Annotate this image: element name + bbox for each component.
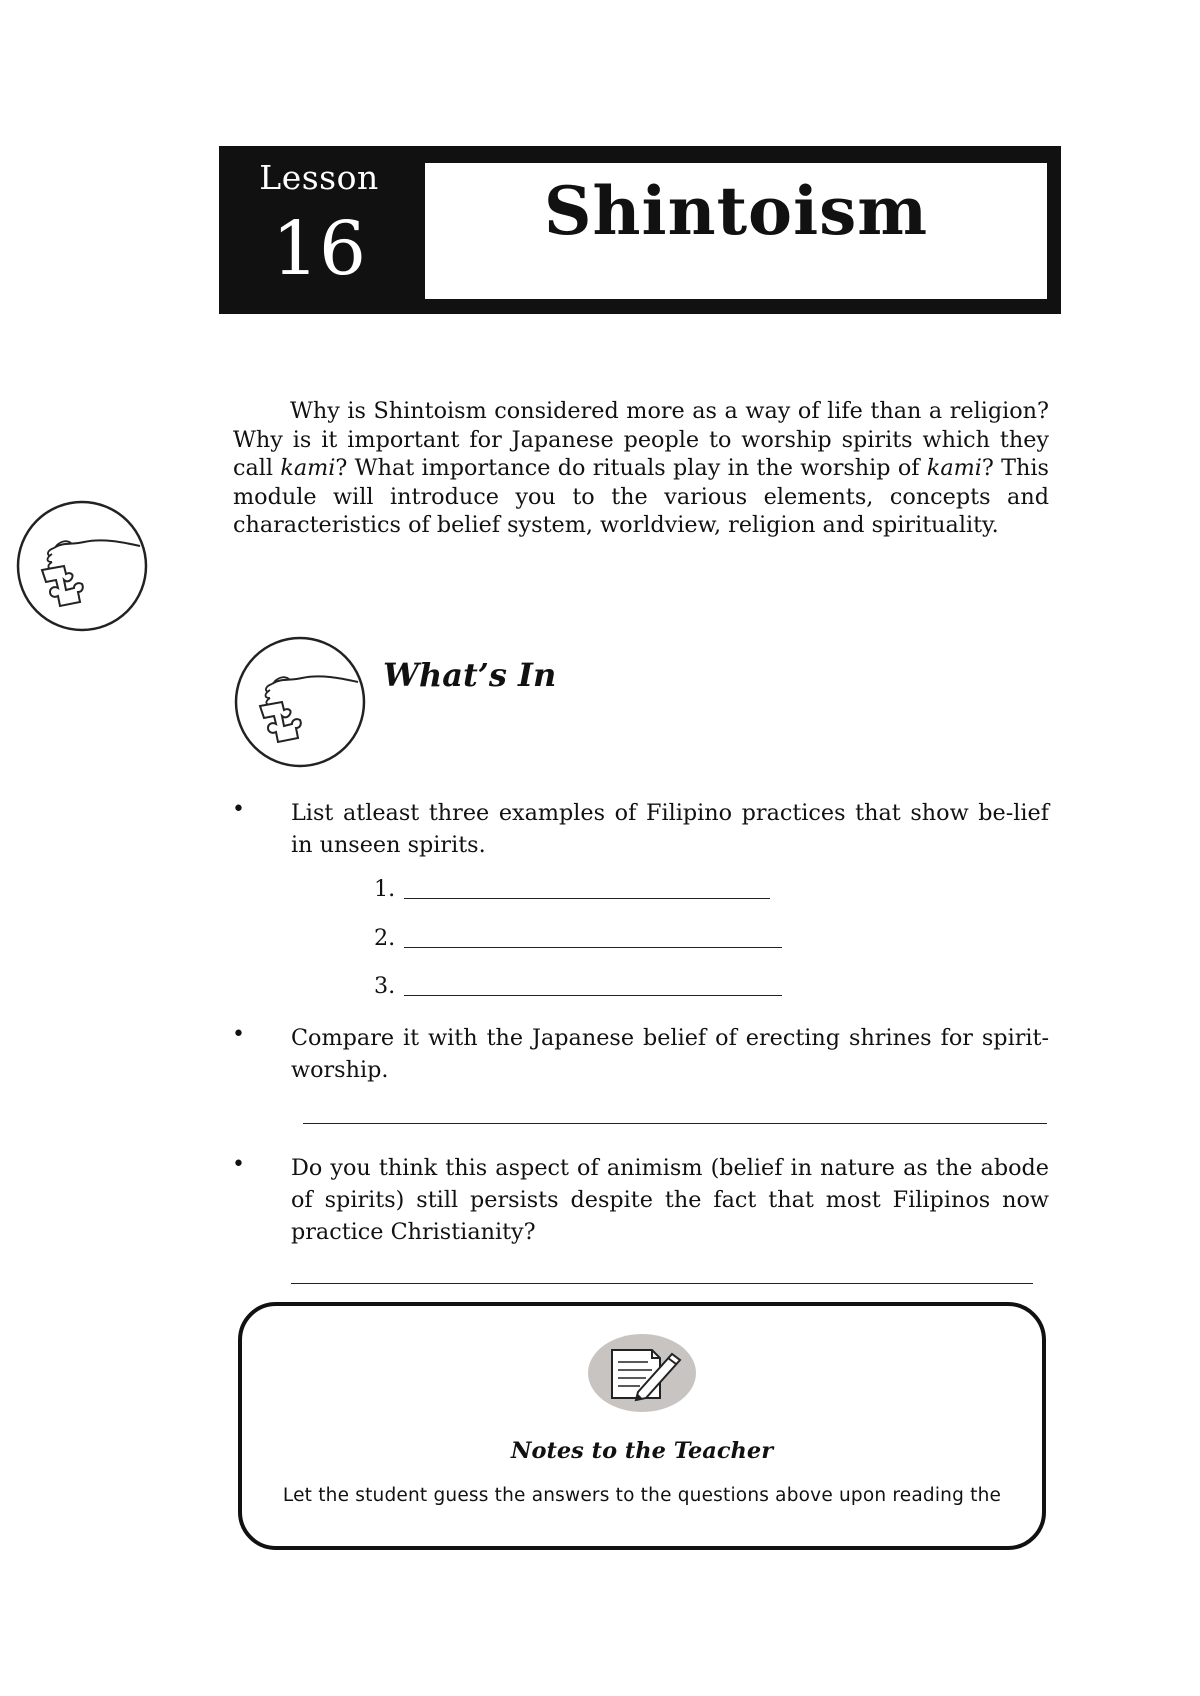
notepad-pencil-icon <box>586 1332 698 1414</box>
intro-text-3: ? This module will introduce you to the various elements, concepts and characteristics of belief system, worldview, religion and spirituality. <box>233 455 1049 538</box>
bullet-3: • <box>232 1152 245 1177</box>
question-3-text: Do you think this aspect of animism (belief in nature as the abode of spirits) still persists despite the fact that most Filipinos now practice Christianity? <box>291 1155 1049 1245</box>
page-title: Shintoism <box>543 172 929 250</box>
whats-in-puzzle-icon <box>213 626 373 776</box>
notes-body: Let the student guess the answers to the questions above upon reading the <box>282 1485 1002 1506</box>
answer-blank-2[interactable] <box>404 947 782 948</box>
answer-blank-3[interactable] <box>404 995 782 996</box>
lesson-number: 16 <box>271 206 367 292</box>
answer-number-3: 3. <box>374 973 396 999</box>
intro-text-1: Why is Shintoism considered more as a way of life than a religion? Why is it important for Japanese people to worship spirits which they call <box>233 398 1049 481</box>
answer-blank-animism[interactable] <box>291 1283 1033 1284</box>
answer-blank-1[interactable] <box>404 898 770 899</box>
notes-title: Notes to the Teacher <box>510 1438 774 1464</box>
intro-kami-2: kami <box>926 455 982 481</box>
answer-number-1: 1. <box>374 876 396 902</box>
lesson-label: Lesson <box>259 158 379 197</box>
intro-kami-1: kami <box>280 455 336 481</box>
question-2-text: Compare it with the Japanese belief of erecting shrines for spirit- worship. <box>291 1025 1049 1083</box>
question-1-text: List atleast three examples of Filipino practices that show be-lief in unseen spirits. <box>291 800 1049 858</box>
intro-paragraph <box>233 397 1049 540</box>
bullet-1: • <box>232 797 245 822</box>
intro-text-2: ? What importance do rituals play in the worship of <box>335 455 927 481</box>
section-heading-whats-in: What’s In <box>383 656 557 694</box>
puzzle-hand-icon <box>2 490 152 640</box>
answer-blank-compare[interactable] <box>303 1123 1047 1124</box>
answer-number-2: 2. <box>374 925 396 951</box>
bullet-2: • <box>232 1022 245 1047</box>
